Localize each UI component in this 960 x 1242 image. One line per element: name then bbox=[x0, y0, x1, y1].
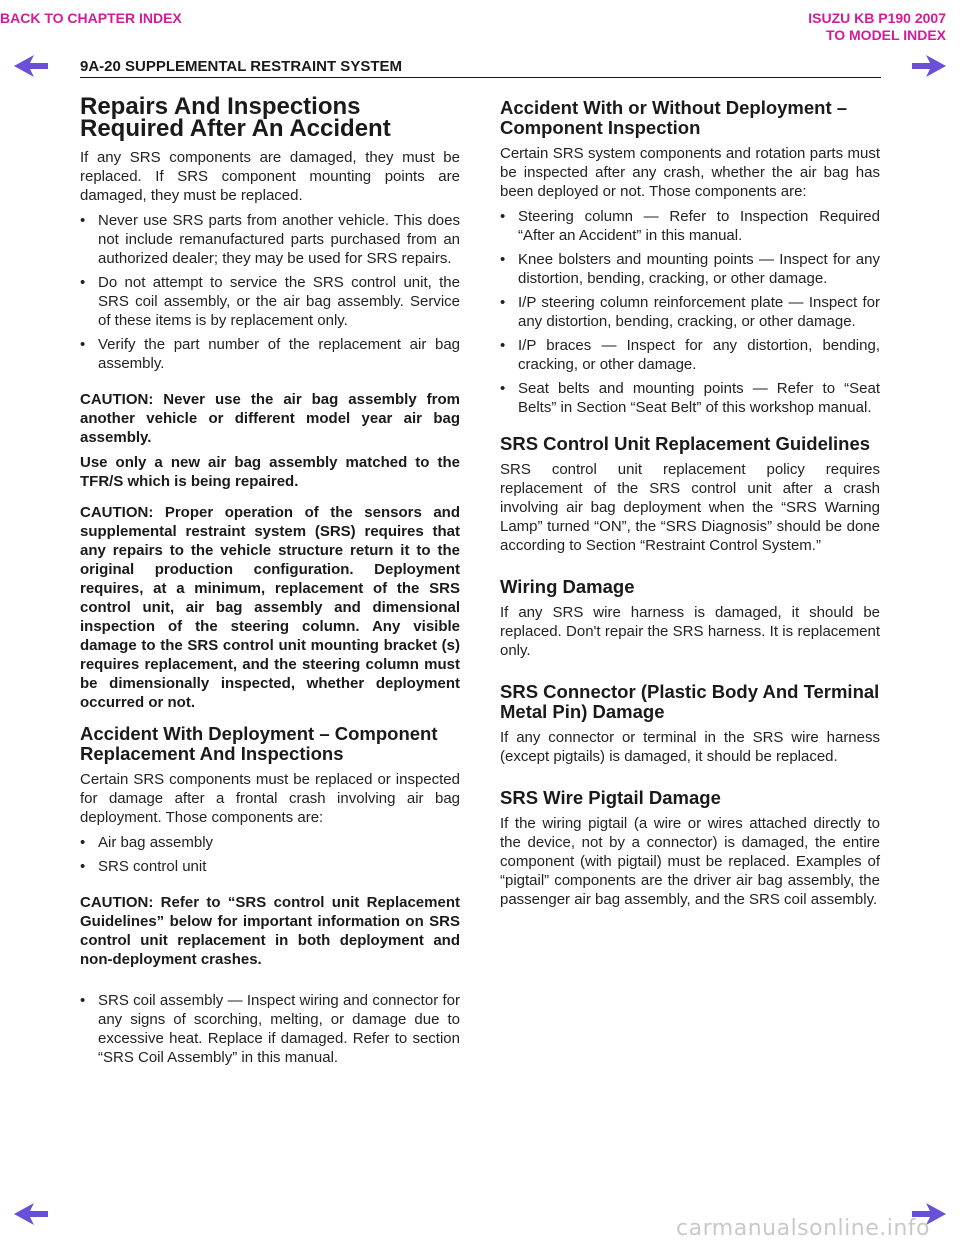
next-page-arrow-icon[interactable] bbox=[912, 55, 946, 77]
paragraph-wiring-damage: If any SRS wire harness is damaged, it should be replaced. Don't repair the SRS harness. It is replacement only. bbox=[500, 604, 880, 659]
paragraph-connector-damage: If any connector or terminal in the SRS wire harness (except pigtails) is damaged, it should be replaced. bbox=[500, 729, 880, 765]
caution-airbag-other-vehicle: CAUTION: Never use the air bag assembly from another vehicle or different model year air bag assembly. bbox=[80, 391, 460, 446]
section-title-pigtail-damage: SRS Wire Pigtail Damage bbox=[500, 787, 721, 808]
caution-structure-repair: CAUTION: Proper operation of the sensors and supplemental restraint system (SRS) requires that any repairs to the vehicle structure return it to the original production configuration. Deployment requires, at a minimum, replacement of the SRS control unit, air bag assembly and dimensional inspection of the steering column. Any visible damage to the SRS control unit mounting bracket (s) requires replacement, and the steering column must be dimensionally inspected, whether deployment occurred or not. bbox=[80, 504, 460, 711]
caution-new-airbag: Use only a new air bag assembly matched to the TFR/S which is being repaired. bbox=[80, 454, 460, 490]
list-item: • Air bag assembly bbox=[80, 834, 214, 851]
inspection-bullet-list bbox=[500, 207, 880, 417]
previous-page-arrow-icon[interactable] bbox=[14, 55, 48, 77]
list-item: • Knee bolsters and mounting points — Inspect for any distortion, bending, cracking, or other damage. bbox=[500, 251, 880, 287]
list-item: • Verify the part number of the replacement air bag assembly. bbox=[80, 336, 460, 372]
section-title-repairs: Repairs And Inspections Required After An Accident bbox=[80, 93, 391, 142]
list-item: • I/P steering column reinforcement plate — Inspect for any distortion, bending, cracking, or other damage. bbox=[500, 294, 880, 330]
paragraph-pigtail-damage: If the wiring pigtail (a wire or wires attached directly to the device, not by a connector) is damaged, the entire component (with pigtail) must be replaced. Examples of “pigtail” components are the driver air bag assembly, the passenger air bag assembly, and the SRS coil assembly. bbox=[500, 815, 880, 908]
list-item: • SRS control unit bbox=[80, 858, 207, 875]
coil-bullet-list bbox=[80, 991, 460, 1067]
left-column bbox=[80, 94, 460, 1072]
section-title-deployment: Accident With Deployment – Component Replacement And Inspections bbox=[80, 723, 438, 764]
model-index-link[interactable] bbox=[808, 10, 946, 44]
paragraph-inspection-intro: Certain SRS system components and rotation parts must be inspected after any crash, whether the air bag has been deployed or not. Those components are: bbox=[500, 145, 880, 200]
section-title-connector-damage: SRS Connector (Plastic Body And Terminal Metal Pin) Damage bbox=[500, 681, 880, 722]
list-item: • Do not attempt to service the SRS control unit, the SRS coil assembly, or the air bag assembly. Service of these items is by replacement only. bbox=[80, 274, 460, 329]
to-model-index-label: TO MODEL INDEX bbox=[825, 27, 946, 43]
section-title-inspection: Accident With or Without Deployment – Component Inspection bbox=[500, 97, 848, 138]
deployment-bullet-list bbox=[80, 833, 460, 876]
header-divider bbox=[80, 77, 881, 78]
list-item: • SRS coil assembly — Inspect wiring and connector for any signs of scorching, melting, or damage due to excessive heat. Replace if damaged. Refer to section “SRS Coil Assembly” in this manual. bbox=[80, 992, 460, 1066]
watermark: carmanualsonline.info bbox=[676, 1216, 930, 1241]
previous-page-arrow-bottom-icon[interactable] bbox=[14, 1203, 48, 1225]
caution-control-unit-guidelines: CAUTION: Refer to “SRS control unit Replacement Guidelines” below for important information on SRS control unit replacement in both deployment and non-deployment crashes. bbox=[80, 894, 460, 968]
section-title-wiring-damage: Wiring Damage bbox=[500, 576, 635, 597]
repairs-bullet-list bbox=[80, 211, 460, 373]
list-item: • Never use SRS parts from another vehicle. This does not include remanufactured parts purchased from an authorized dealer; they may be used for SRS repairs. bbox=[80, 212, 460, 267]
running-header: 9A-20 SUPPLEMENTAL RESTRAINT SYSTEM bbox=[80, 58, 402, 75]
paragraph-deployment-intro: Certain SRS components must be replaced or inspected for damage after a frontal crash involving air bag deployment. Those components are: bbox=[80, 771, 460, 826]
list-item: • Steering column — Refer to Inspection Required “After an Accident” in this manual. bbox=[500, 208, 880, 244]
list-item: • Seat belts and mounting points — Refer to “Seat Belts” in Section “Seat Belt” of this workshop manual. bbox=[500, 380, 880, 416]
back-to-chapter-index-link[interactable]: BACK TO CHAPTER INDEX bbox=[0, 10, 182, 26]
paragraph-repairs-intro: If any SRS components are damaged, they must be replaced. If SRS component mounting points are damaged, they must be replaced. bbox=[80, 149, 460, 204]
right-column bbox=[500, 94, 880, 915]
model-title: ISUZU KB P190 2007 bbox=[808, 10, 946, 26]
list-item: • I/P braces — Inspect for any distortion, bending, cracking, or other damage. bbox=[500, 337, 880, 373]
paragraph-control-unit-guidelines: SRS control unit replacement policy requires replacement of the SRS control unit after a crash involving air bag deployment when the “SRS Warning Lamp” turned “ON”, the “SRS Diagnosis” should be done according to Section “Restraint Control System.” bbox=[500, 461, 880, 554]
section-title-control-unit-guidelines: SRS Control Unit Replacement Guidelines bbox=[500, 433, 871, 454]
